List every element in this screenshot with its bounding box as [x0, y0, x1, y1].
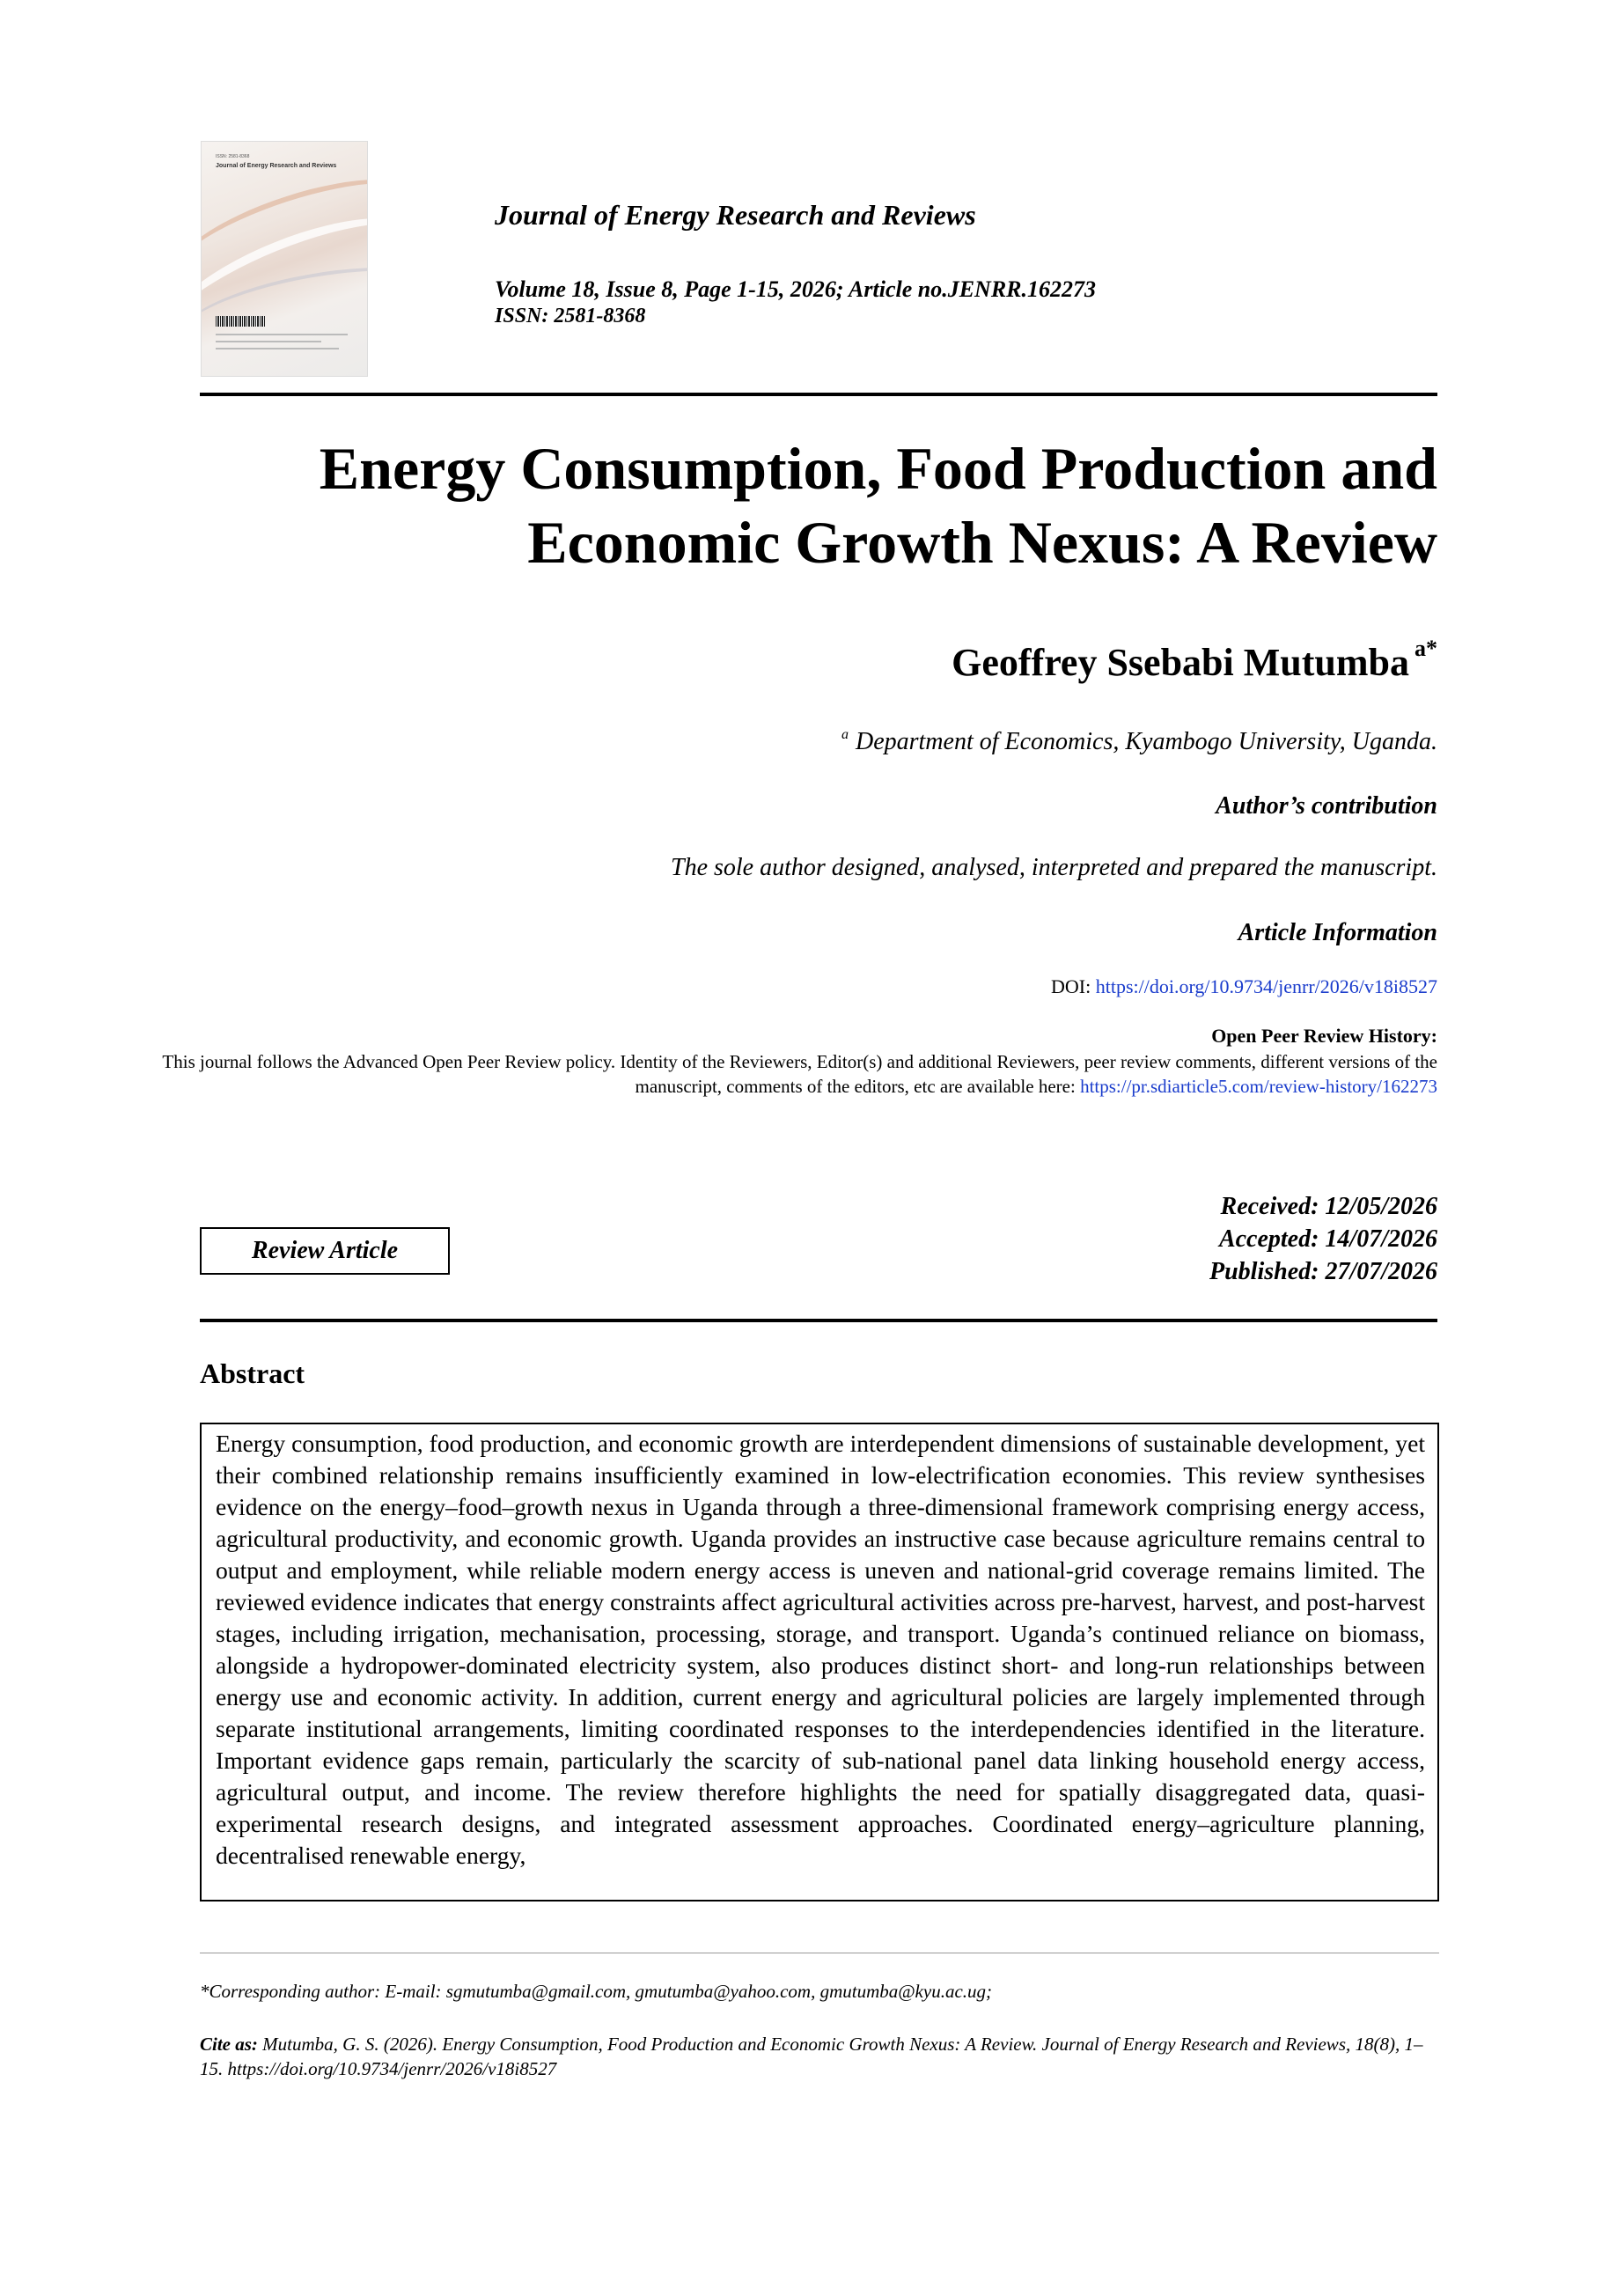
- abstract-text: Energy consumption, food production, and economic growth are interdependent dimensions of sustainable development, yet their combined relationship remains insufficiently examined in low-electrification economies. This review synthesises evidence on the energy–food–growth nexus in Uganda through a three-dimensional framework comprising energy access, agricultural productivity, and economic growth. Uganda provides an instructive case because agriculture remains central to output and employment, while reliable modern energy access is uneven and national-grid coverage remains limited. The reviewed evidence indicates that energy constraints affect agricultural activities across pre-harvest, harvest, and post-harvest stages, including irrigation, mechanisation, processing, storage, and transport. Uganda’s continued reliance on biomass, alongside a hydropower-dominated electricity system, also produces distinct short- and long-run relationships between energy use and economic activity. In addition, current energy and agricultural policies are largely implemented through separate institutional arrangements, limiting coordinated responses to the interdependencies identified in the literature. Important evidence gaps remain, particularly the scarcity of sub-national panel data linking household energy access, agricultural output, and income. The review therefore highlights the need for spatially disaggregated data, quasi-experimental research designs, and integrated assessment approaches. Coordinated energy–agriculture planning, decentralised renewable energy,: [216, 1430, 1425, 1869]
- author-superscript: a*: [1415, 636, 1437, 661]
- published-date: Published: 27/07/2026: [1209, 1258, 1437, 1285]
- volume-line: Volume 18, Issue 8, Page 1-15, 2026; Article no.JENRR.162273: [495, 276, 1097, 302]
- contribution-heading: Author’s contribution: [1216, 792, 1437, 820]
- cover-barcode: [216, 316, 265, 327]
- corresponding-author: *Corresponding author: E-mail: sgmutumba@gmail.com, gmutumba@yahoo.com, gmutumba@kyu.ac.ug;: [200, 1981, 993, 2002]
- received-date: Received: 12/05/2026: [1220, 1193, 1437, 1220]
- doi-link[interactable]: https://doi.org/10.9734/jenrr/2026/v18i8527: [1095, 975, 1437, 997]
- contribution-text: The sole author designed, analysed, interpreted and prepared the manuscript.: [671, 854, 1437, 881]
- article-title: Energy Consumption, Food Production and Economic Growth Nexus: A Review: [319, 435, 1437, 576]
- header-rule: [200, 393, 1437, 396]
- abstract-heading: Abstract: [200, 1357, 305, 1389]
- journal-cover-thumbnail: [201, 141, 368, 377]
- accepted-date: Accepted: 14/07/2026: [1218, 1225, 1437, 1253]
- issn-line: ISSN: 2581-8368: [495, 305, 646, 327]
- article-dates: [1209, 1190, 1437, 1288]
- cover-issn: ISSN: 2581-8368: [216, 154, 250, 159]
- author-name: Geoffrey Ssebabi Mutumba $^{a*}$: [952, 636, 1437, 684]
- cite-label: Cite as:: [200, 2034, 258, 2055]
- article-type-box: Review Article: [200, 1227, 450, 1275]
- abstract-box: [200, 1423, 1439, 1901]
- doi-line: DOI: https://doi.org/10.9734/jenrr/2026/v18i8527: [1051, 975, 1437, 997]
- article-info-heading: Article Information: [1238, 919, 1437, 946]
- citation: Cite as: Mutumba, G. S. (2026). Energy Consumption, Food Production and Economic Growth Nexus: A Review. Journal of Energy Research and Reviews, 18(8), 1–15. https://doi.org/10.9734/jenrr/2026/v18i8527: [200, 2034, 1423, 2079]
- peer-review-text: This journal follows the Advanced Open Peer Review policy. Identity of the Reviewers, Editor(s) and additional Reviewers, peer review comments, different versions of the manuscript, comments of the editors, etc are available here: https://pr.sdiarticle5.com/review-history/162273: [162, 1051, 1437, 1097]
- peer-review-heading: Open Peer Review History:: [1211, 1025, 1437, 1047]
- affiliation: $^a$ Department of Economics, Kyambogo University, Uganda.: [841, 727, 1437, 755]
- dates-rule: [200, 1319, 1437, 1322]
- cover-title: Journal of Energy Research and Reviews: [216, 163, 337, 169]
- affiliation-superscript: a: [841, 727, 849, 742]
- peer-review-link[interactable]: https://pr.sdiarticle5.com/review-history/162273: [1080, 1076, 1437, 1097]
- journal-name: Journal of Energy Research and Reviews: [495, 199, 976, 231]
